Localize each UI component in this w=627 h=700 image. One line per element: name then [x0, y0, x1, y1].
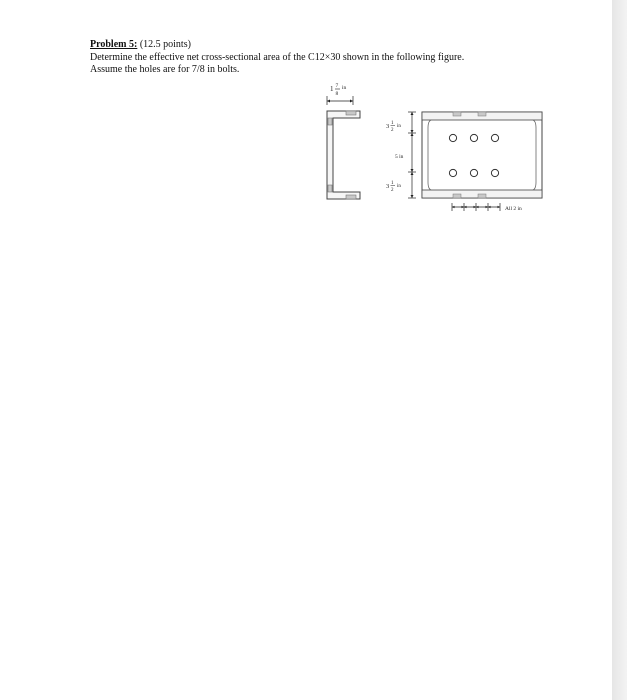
gage-top-den: 2	[391, 128, 394, 133]
web-elevation	[422, 112, 542, 198]
pitch-arrow	[462, 206, 465, 209]
problem-statement-line-2: Assume the holes are for 7/8 in bolts.	[90, 64, 240, 75]
page-edge-shadow	[612, 0, 627, 700]
pitch-arrow	[498, 206, 501, 209]
gage-top-whole: 3	[386, 123, 390, 130]
gage-top-num: 1	[391, 121, 394, 126]
bolt-hole	[449, 134, 456, 141]
bolt-hole	[449, 169, 456, 176]
pitch-arrow	[488, 206, 491, 209]
bottom-flange-hole-1	[453, 194, 461, 198]
pitch-arrow	[486, 206, 489, 209]
gage-top-unit: in	[397, 124, 401, 129]
gage-dimensions	[386, 112, 416, 198]
gage-mid-label: 5 in	[395, 154, 404, 160]
flange-dim-unit: in	[342, 85, 347, 91]
problem-points: (12.5 points)	[139, 39, 191, 50]
web-outline	[422, 112, 542, 198]
top-flange-hole-2	[478, 112, 486, 116]
pitch-arrow	[476, 206, 479, 209]
flange-dimension	[327, 83, 353, 105]
bolt-hole	[470, 134, 477, 141]
flange-dim-whole: 1	[330, 85, 334, 93]
bolt-hole	[491, 134, 498, 141]
problem-label: Problem 5:	[90, 39, 138, 50]
pitch-label: All 2 in	[505, 206, 522, 212]
top-flange-hole-1	[453, 112, 461, 116]
channel-cross-section	[327, 111, 360, 199]
gage-bot-whole: 3	[386, 183, 390, 190]
bolt-hole	[470, 169, 477, 176]
gage-bot-unit: in	[397, 184, 401, 189]
flange-dim-num: 7	[335, 83, 339, 89]
bottom-flange-hole-2	[478, 194, 486, 198]
problem-statement-line-1: Determine the effective net cross-sectional area of the C12×30 shown in the following figure.	[90, 51, 465, 63]
pitch-arrow	[464, 206, 467, 209]
pitch-dimension	[452, 203, 522, 212]
pitch-arrow	[452, 206, 455, 209]
bolt-hole	[491, 169, 498, 176]
gage-bot-num: 1	[391, 181, 394, 186]
flange-dim-den: 8	[335, 91, 339, 97]
pitch-arrow	[474, 206, 477, 209]
gage-bot-den: 2	[391, 188, 394, 193]
